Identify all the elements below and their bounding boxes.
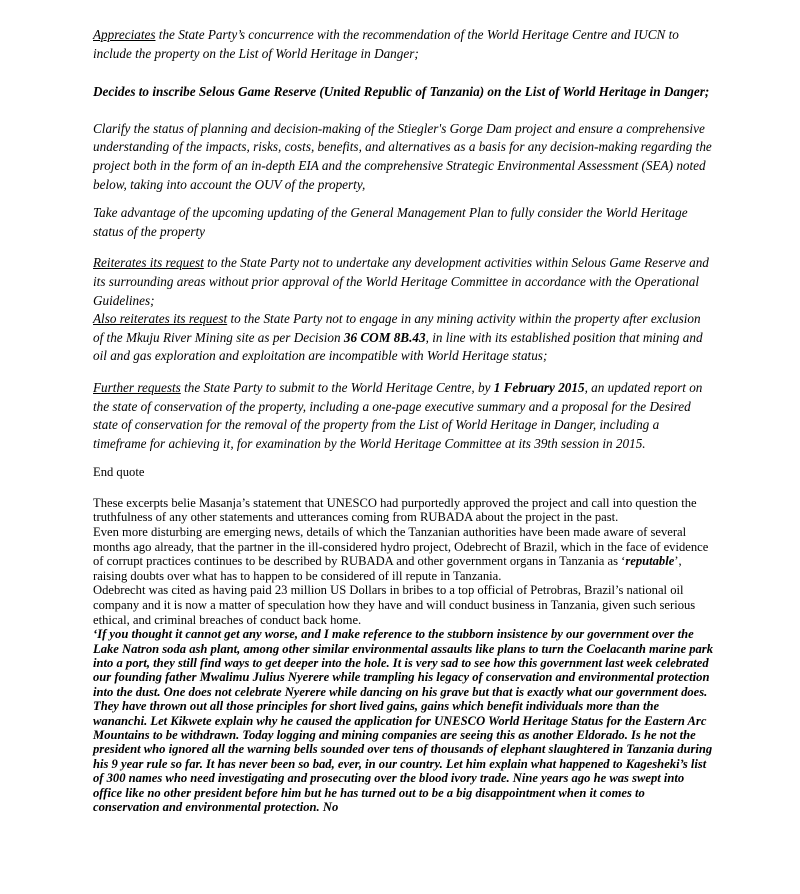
paragraph-excerpts-belie: These excerpts belie Masanja’s statement that UNESCO had purportedly approved the project and call into question the truthfulness of any other statements and utterances coming from RUBADA about the project in the past. bbox=[93, 495, 697, 525]
paragraph-odebrecht: Odebrecht was cited as having paid 23 million US Dollars in bribes to a top official of Petrobras, Brazil’s national oil company and it is now a matter of speculation how they have and will conduct business in Tanzania, given such serious ethical, and criminal breaches of conduct back home. bbox=[93, 583, 696, 627]
underlined-verb: Also reiterates its request bbox=[93, 311, 228, 327]
underlined-verb: Reiterates its request bbox=[93, 255, 204, 271]
paragraph-text: the State Party to submit to the World Heritage Centre, by bbox=[180, 379, 494, 395]
paragraph-also-reiterates bbox=[93, 310, 713, 366]
paragraph-even-more-disturbing bbox=[93, 525, 713, 583]
paragraph-decides-to-inscribe: Decides to inscribe Selous Game Reserve (United Republic of Tanzania) on the List of World Heritage in Danger; bbox=[93, 84, 710, 100]
underlined-verb: Appreciates bbox=[93, 27, 156, 42]
quote-block: ‘If you thought it cannot get any worse, and I make reference to the stubborn insistence by our government over the Lake Natron soda ash plant, among other similar environmental assaults like plans to turn the Coelacanth marine park into a port, they still find ways to get deeper into the hole. It is very sad to see how this government last week celebrated our founding father Mwalimu Julius Nyerere while trampling his legacy of conservation and environmental protection into the dust. One does not celebrate Nyerere while dancing on his grave but that is exactly what our government does. They have thrown out all those principles for short lived gains, gains which benefit individuals more than the wananchi. Let Kikwete explain why he caused the application for UNESCO World Heritage Status for the Eastern Arc Mountains to be withdrawn. Today logging and mining companies are seeing this as another Eldorado. Is he not the president who ignored all the warning bells sounded over tens of thousands of elephant slaughtered in Tanzania during his 9 year rule so far. It has never been so bad, ever, in our country. Let him explain what happened to Kagesheki’s list of 300 names who need investigating and prosecuting over the blood ivory trade. Nine years ago he was swept into office like no other president before him but he has turned out to be a big disappointment when it comes to conservation and environmental protection. No bbox=[93, 627, 714, 815]
paragraph-text: to the State Party not to engage in any mining activity within the property after exclusion of the Mkuju River Mining site as per Decision bbox=[93, 311, 701, 345]
paragraph-text: ’, raising doubts over what has to happen to be considered of ill repute in Tanzania. bbox=[93, 554, 682, 583]
reputable-emphasis: reputable bbox=[625, 554, 675, 569]
paragraph-text: , an updated report on the state of conservation of the property, including a one-page executive summary and a proposal for the Desired state of conservation for the removal of the property from the List of World Heritage in Danger, including a timeframe for achieving it, for examination by the World Heritage Committee at its 39th session in 2015. bbox=[93, 379, 703, 451]
paragraph-clarify: Clarify the status of planning and decision-making of the Stiegler's Gorge Dam project and ensure a comprehensive understanding of the impacts, risks, costs, benefits, and alternatives as a basis for any decision-making regarding the project both in the form of an in-depth EIA and the comprehensive Strategic Environmental Assessment (SEA) noted below, taking into account the OUV of the property, bbox=[93, 120, 712, 192]
paragraph-further-requests bbox=[93, 379, 713, 453]
paragraph-text: to the State Party not to undertake any development activities within Selous Game Reserve and its surrounding areas without prior approval of the World Heritage Committee in accordance with the Operational Guidelines; bbox=[93, 255, 709, 308]
underlined-verb: Further requests bbox=[93, 379, 181, 395]
decision-reference: 36 COM 8B.43 bbox=[343, 329, 426, 345]
document-page bbox=[93, 26, 713, 815]
paragraph-text: , in line with its established position that mining and oil and gas exploration and exploitation are incompatible with World Heritage status; bbox=[93, 329, 703, 364]
end-quote-label: End quote bbox=[93, 465, 145, 480]
paragraph-text: Even more disturbing are emerging news, details of which the Tanzanian authorities have been made aware of several months ago already, that the partner in the ill-considered hydro project, Odebrecht of Brazil, which in the face of evidence of corrupt practices continues to be described by RUBADA and other government organs in Tanzania as ‘ bbox=[93, 525, 709, 569]
paragraph-appreciates bbox=[93, 26, 713, 63]
paragraph-text: the State Party’s concurrence with the recommendation of the World Heritage Centre and IUCN to include the property on the List of World Heritage in Danger; bbox=[93, 27, 679, 61]
paragraph-take-advantage: Take advantage of the upcoming updating of the General Management Plan to fully consider the World Heritage status of the property bbox=[93, 205, 688, 239]
paragraph-reiterates bbox=[93, 254, 713, 310]
deadline-date: 1 February 2015 bbox=[493, 379, 585, 395]
